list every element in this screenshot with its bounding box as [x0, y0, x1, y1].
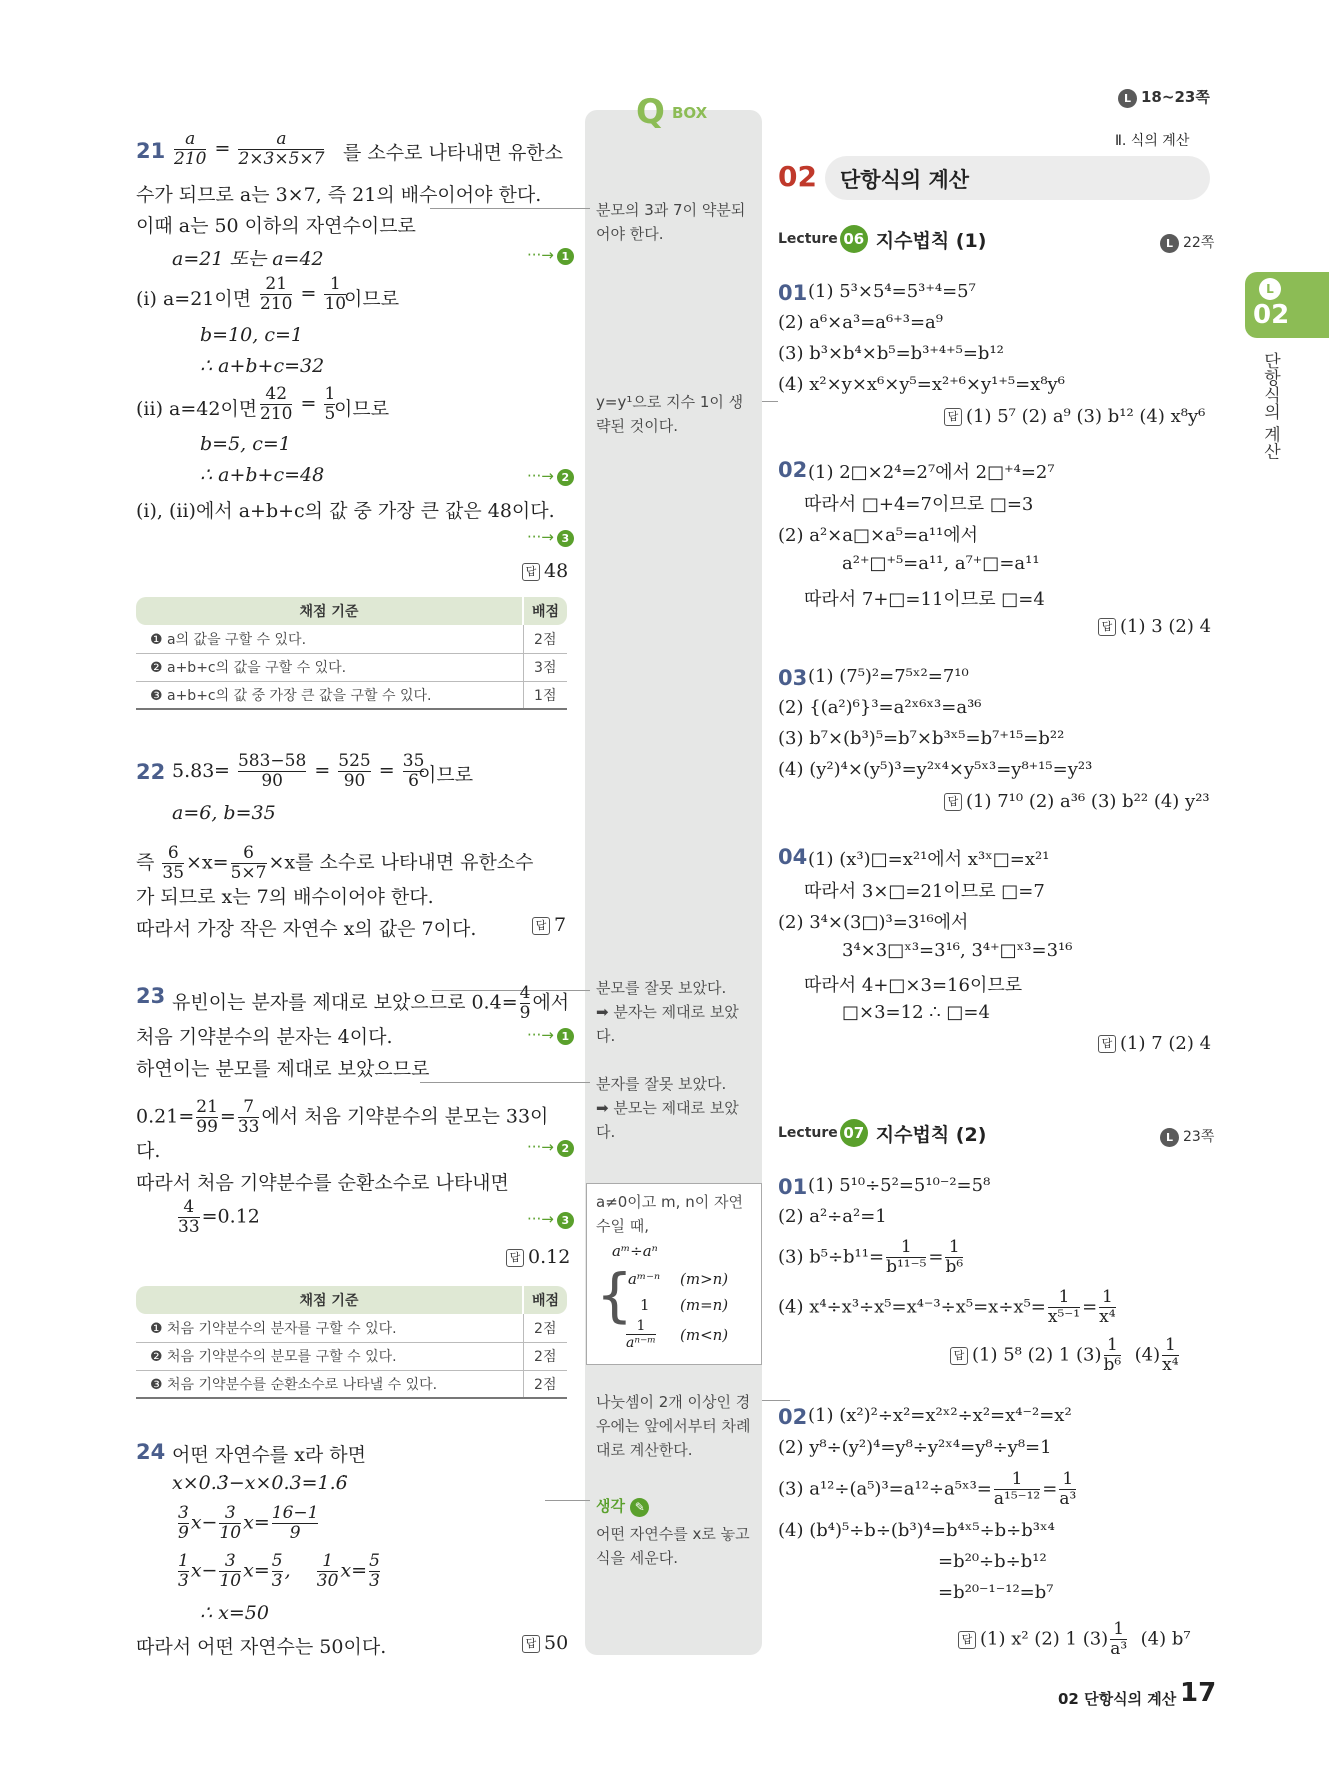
p21-line2: 수가 되므로 a는 3×7, 즉 21의 배수이어야 한다. [136, 184, 542, 206]
fraction: $\frac{1}{\text{a³}}$ [1059, 1469, 1077, 1509]
l07-q01-line2: (2) a²÷a²=1 [778, 1206, 887, 1227]
p21-line4: a=21 또는 a=42 [172, 248, 324, 270]
question-number: 03 [778, 666, 808, 690]
qbox-note-3a: 분모를 잘못 보았다. [596, 979, 727, 997]
chapter-number: 02 [778, 160, 817, 193]
lightbulb-icon: ✎ [630, 1498, 649, 1517]
rule-cond-1: (m>n) [680, 1270, 729, 1288]
fraction: $\frac{1}{\text{b⁶}}$ [1103, 1335, 1122, 1375]
p24-line6: 따라서 어떤 자연수는 50이다. [136, 1636, 387, 1658]
p24-line5: ∴ x=50 [200, 1602, 269, 1624]
table-row: ❶ 처음 기약분수의 분자를 구할 수 있다. 2점 [136, 1314, 567, 1342]
rule-case-1: aᵐ⁻ⁿ [628, 1270, 661, 1288]
answer-icon: 답 [950, 1347, 968, 1365]
qbox-note-4b: ➡ 분모는 제대로 보았다. [596, 1099, 739, 1141]
side-tab-badge: L [1259, 278, 1281, 300]
side-tab [1245, 272, 1329, 338]
section-label: Ⅱ. 식의 계산 [1115, 133, 1190, 149]
l06-q03-line3: (3) b⁷×(b³)⁵=b⁷×b³ˣ⁵=b⁷⁺¹⁵=b²² [778, 728, 1065, 749]
p21-line7: ∴ a+b+c=32 [200, 355, 325, 377]
l06-q02-answer: 답 (1) 3 (2) 4 [1098, 616, 1211, 637]
p22-line3: 즉 $\frac{6}{35}$ ×x= $\frac{6}{5\times 7}$ ×x를 소수로 나타내면 유한소수 [136, 843, 534, 883]
fraction: $\frac{5}{3}$ [271, 1551, 283, 1591]
step-marker-2: ···→ 2 [527, 1138, 574, 1157]
p21-line8: (ii) a=42이면 [136, 398, 258, 420]
lecture-badge-icon: L [1160, 234, 1179, 253]
l06-q03-line4: (4) (y²)⁴×(y⁵)³=y²ˣ⁴×y⁵ˣ³=y⁸⁺¹⁵=y²³ [778, 759, 1093, 780]
fraction: $\frac{1}{3}$ [178, 1551, 189, 1591]
l07-q02-line2: (2) y⁸÷(y²)⁴=y⁸÷y²ˣ⁴=y⁸÷y⁸=1 [778, 1437, 1052, 1458]
l07-q02-line1: (1) (x²)²÷x²=x²ˣ²÷x²=x⁴⁻²=x² [808, 1405, 1072, 1426]
fraction: $\frac{3}{10}$ [219, 1503, 242, 1543]
p23-line5: 다. [136, 1140, 161, 1162]
qbox-note-4a: 분자를 잘못 보았다. [596, 1075, 727, 1093]
rule-brace-icon: { [596, 1261, 633, 1329]
page-range: L 18~23쪽 [1118, 86, 1210, 108]
chapter-title: 단항식의 계산 [840, 168, 970, 192]
l07-q02-line6: =b²⁰⁻¹⁻¹²=b⁷ [938, 1582, 1054, 1603]
p21-line3: 이때 a는 50 이하의 자연수이므로 [136, 215, 416, 237]
table-row: ❸ 처음 기약분수를 순환소수로 나타낼 수 있다. 2점 [136, 1370, 567, 1398]
qbox-note-1: 분모의 3과 7이 약분되어야 한다. [596, 201, 746, 243]
l06-q03-line1: (1) (7⁵)²=7⁵ˣ²=7¹⁰ [808, 666, 969, 687]
l06-q03-answer: 답 (1) 7¹⁰ (2) a³⁶ (3) b²² (4) y²³ [944, 791, 1210, 812]
p23-answer: 답 0.12 [506, 1246, 570, 1268]
qbox-q-icon: Q [636, 92, 665, 132]
scoring-table-2 [136, 1286, 567, 1399]
p21-line8-end: 이므로 [334, 398, 390, 420]
lecture-header-07: Lecture 07 지수법칙 (2) [778, 1119, 986, 1147]
fraction: $\frac{583-58}{90}$ [237, 751, 307, 791]
p21-eq1: $\frac{a}{210}$ = $\frac{a}{2\times 3\times 5\times 7}$ [174, 129, 325, 169]
fraction: $\frac{1}{10}$ [324, 274, 347, 314]
qbox-note-5: a≠0이고 m, n이 자연수일 때, [596, 1193, 743, 1235]
p23-line3: 하연이는 분모를 제대로 보았으므로 [136, 1058, 430, 1080]
fraction: $\frac{1}{\text{x⁴}}$ [1099, 1287, 1116, 1327]
l06-q02-line5: 따라서 7+□=11이므로 □=4 [804, 589, 1045, 610]
rule-case-3: $\frac{1}{\text{aⁿ⁻ᵐ}}$ [626, 1318, 656, 1351]
l06-q04-line4: 3⁴×3□ˣ³=3¹⁶, 3⁴⁺□ˣ³=3¹⁶ [842, 940, 1073, 961]
fraction: $\frac{1}{\text{b¹¹⁻⁵}}$ [886, 1237, 927, 1277]
p23-line1: 유빈이는 분자를 제대로 보았으므로 0.4= $\frac{4}{9}$ 에서 [172, 983, 570, 1023]
l07-q02-line3: (3) a¹²÷(a⁵)³=a¹²÷a⁵ˣ³= $\frac{1}{\text{a¹⁵⁻¹²}}$ = $\frac{1}{\text{a³}}$ [778, 1469, 1077, 1509]
side-tab-number: 02 [1253, 300, 1290, 330]
lecture-badge-icon: L [1160, 1128, 1179, 1147]
p21-line11: (i), (ii)에서 a+b+c의 값 중 가장 큰 값은 48이다. [136, 500, 555, 522]
fraction: $\frac{1}{\text{a¹⁵⁻¹²}}$ [993, 1469, 1041, 1509]
table-header: 채점 기준 [136, 1286, 523, 1314]
rule-case-2: 1 [640, 1296, 650, 1314]
qbox-logo: BOX [672, 104, 708, 122]
p21-line9: b=5, c=1 [200, 433, 291, 455]
qbox-note-3b: ➡ 분자는 제대로 보았다. [596, 1003, 739, 1045]
step-marker-1: ···→ 1 [527, 246, 574, 265]
l07-q02-line4: (4) (b⁴)⁵÷b÷(b³)⁴=b⁴ˣ⁵÷b÷b³ˣ⁴ [778, 1520, 1055, 1541]
fraction: $\frac{35}{6}$ [402, 751, 425, 791]
p21-line5-end: 이므로 [344, 288, 400, 310]
p23-line2: 처음 기약분수의 분자는 4이다. [136, 1026, 393, 1048]
p22-line5: 따라서 가장 작은 자연수 x의 값은 7이다. [136, 918, 477, 940]
answer-icon: 답 [506, 1249, 524, 1267]
question-number: 02 [778, 1405, 808, 1429]
p22-line2: a=6, b=35 [172, 802, 276, 824]
l06-q03-line2: (2) {(a²)⁶}³=a²ˣ⁶ˣ³=a³⁶ [778, 697, 982, 718]
p22-answer: 답 7 [532, 914, 566, 936]
fraction: $\frac{4}{33}$ [178, 1197, 200, 1237]
l06-q02-line2: 따라서 □+4=7이므로 □=3 [804, 494, 1034, 515]
l06-q02-line1: (1) 2□×2⁴=2⁷에서 2□⁺⁴=2⁷ [808, 462, 1055, 483]
l07-q01-line1: (1) 5¹⁰÷5²=5¹⁰⁻²=5⁸ [808, 1175, 991, 1196]
p22-line4: 가 되므로 x는 7의 배수이어야 한다. [136, 886, 434, 908]
fraction: $\frac{6}{5\times 7}$ [230, 843, 267, 883]
l07-q01-line4: (4) x⁴÷x³÷x⁵=x⁴⁻³÷x⁵=x÷x⁵= $\frac{1}{\text{x⁵⁻¹}}$ = $\frac{1}{\text{x⁴}}$ [778, 1287, 1116, 1327]
l07-q02-line5: =b²⁰÷b÷b¹² [938, 1551, 1047, 1572]
step-marker-3: ···→ 3 [527, 528, 574, 547]
side-tab-text: 단항식의 계산 [1260, 352, 1280, 460]
p21-eq3: $\frac{42}{210}$ = $\frac{1}{5}$ [260, 384, 336, 424]
fraction: $\frac{525}{90}$ [338, 751, 371, 791]
step-marker-2: ···→ 2 [527, 467, 574, 486]
p24-line1: 어떤 자연수를 x라 하면 [172, 1444, 367, 1466]
lecture-page-ref: L 22쪽 [1160, 232, 1214, 253]
table-header: 배점 [523, 597, 567, 625]
fraction: $\frac{3}{10}$ [219, 1551, 242, 1591]
connector-line [545, 1500, 590, 1501]
problem-number: 24 [136, 1440, 166, 1464]
l06-q04-line1: (1) (x³)□=x²¹에서 x³ˣ□=x²¹ [808, 849, 1050, 870]
answer-icon: 답 [522, 1635, 540, 1653]
answer-icon: 답 [532, 917, 550, 935]
fraction: $\frac{a}{210}$ [174, 129, 207, 169]
question-number: 01 [778, 281, 808, 305]
fraction: $\frac{1}{\text{x⁵⁻¹}}$ [1047, 1287, 1081, 1327]
fraction: $\frac{1}{5}$ [324, 384, 336, 424]
answer-icon: 답 [944, 793, 962, 811]
lecture-page-ref: L 23쪽 [1160, 1126, 1214, 1147]
l07-q02-answer: 답 (1) x² (2) 1 (3) $\frac{1}{\text{a³}}$ (4) b⁷ [958, 1620, 1191, 1659]
p23-line7: $\frac{4}{33}$ =0.12 [178, 1197, 260, 1237]
l06-q04-line3: (2) 3⁴×(3□)³=3¹⁶에서 [778, 912, 969, 933]
l06-q04-line5: 따라서 4+□×3=16이므로 [804, 975, 1023, 996]
p22-eq1: = $\frac{583-58}{90}$ = $\frac{525}{90}$ = $\frac{35}{6}$ [214, 751, 425, 791]
lecture-number-badge: 06 [840, 225, 868, 253]
l07-q01-line3: (3) b⁵÷b¹¹= $\frac{1}{\text{b¹¹⁻⁵}}$ = $\frac{1}{\text{b⁶}}$ [778, 1237, 964, 1277]
l06-q01-line3: (3) b³×b⁴×b⁵=b³⁺⁴⁺⁵=b¹² [778, 343, 1004, 364]
rule-cond-3: (m<n) [680, 1326, 729, 1344]
problem-number: 21 [136, 139, 166, 163]
l07-q01-answer: 답 (1) 5⁸ (2) 1 (3) $\frac{1}{\text{b⁶}}$ (4) $\frac{1}{\text{x⁴}}$ [950, 1336, 1181, 1375]
p22-line1: 5.83 [172, 760, 215, 782]
p21-line6: b=10, c=1 [200, 324, 303, 346]
fraction: $\frac{1}{\text{b⁶}}$ [945, 1237, 964, 1277]
answer-icon: 답 [958, 1631, 976, 1649]
p21-answer: 답 48 [522, 560, 568, 582]
fraction: $\frac{21}{99}$ [196, 1097, 218, 1137]
question-number: 04 [778, 845, 808, 869]
fraction: $\frac{21}{210}$ [260, 274, 293, 314]
connector-line [762, 401, 778, 402]
answer-icon: 답 [944, 408, 962, 426]
connector-line [762, 1400, 790, 1401]
answer-icon: 답 [1098, 1035, 1116, 1053]
scoring-table-1 [136, 597, 567, 710]
fraction: $\frac{7}{33}$ [237, 1097, 260, 1137]
p21-line5: (i) a=21이면 [136, 288, 252, 310]
p24-line2: x×0.3̇−x×0.3=1.6̇ [172, 1472, 348, 1494]
p21-line1: 를 소수로 나타내면 유한소 [343, 142, 564, 164]
l06-q01-line1: (1) 5³×5⁴=5³⁺⁴=5⁷ [808, 281, 976, 302]
fraction: $\frac{16-1}{9}$ [271, 1503, 319, 1543]
table-header: 배점 [523, 1286, 567, 1314]
fraction: $\frac{42}{210}$ [260, 384, 293, 424]
l06-q04-line2: 따라서 3×□=21이므로 □=7 [804, 881, 1045, 902]
lecture-number-badge: 07 [840, 1119, 868, 1147]
table-row: ❶ a의 값을 구할 수 있다. 2점 [136, 625, 567, 653]
qbox-note-7: 어떤 자연수를 x로 놓고 식을 세운다. [596, 1525, 750, 1567]
l06-q04-line6: □×3=12 ∴ □=4 [842, 1002, 990, 1023]
footer-label: 02 단항식의 계산 [1058, 1690, 1177, 1708]
p21-line10: ∴ a+b+c=48 [200, 464, 325, 486]
fraction: $\frac{1}{30}$ [316, 1551, 339, 1591]
step-marker-3: ···→ 3 [527, 1210, 574, 1229]
table-row: ❷ 처음 기약분수의 분모를 구할 수 있다. 2점 [136, 1342, 567, 1370]
rule-expression: aᵐ÷aⁿ [612, 1242, 658, 1260]
qbox-think-label: 생각 ✎ [596, 1494, 756, 1518]
lecture-header-06: Lecture 06 지수법칙 (1) [778, 225, 986, 253]
qbox-note-6: 나눗셈이 2개 이상인 경우에는 앞에서부터 차례대로 계산한다. [596, 1393, 751, 1459]
p24-line3: $\frac{3}{9}$ x− $\frac{3}{10}$ x= $\frac{16-1}{9}$ [178, 1503, 319, 1543]
rule-cond-2: (m=n) [680, 1296, 729, 1314]
table-row: ❷ a+b+c의 값을 구할 수 있다. 3점 [136, 653, 567, 681]
fraction: $\frac{6}{35}$ [162, 843, 185, 883]
l06-q02-line4: a²⁺□⁺⁵=a¹¹, a⁷⁺□=a¹¹ [842, 553, 1040, 574]
p23-line4: 0.21= $\frac{21}{99}$ = $\frac{7}{33}$ 에서 처음 기약분수의 분모는 33이 [136, 1097, 549, 1137]
page-number: 17 [1180, 1678, 1217, 1708]
answer-icon: 답 [1098, 618, 1116, 636]
answer-icon: 답 [522, 563, 540, 581]
step-marker-1: ···→ 1 [527, 1026, 574, 1045]
problem-number: 23 [136, 984, 166, 1008]
p24-line4: $\frac{1}{3}$ x− $\frac{3}{10}$ x= $\frac{5}{3}$ , $\frac{1}{30}$ x= $\frac{5}{3}$ [178, 1551, 380, 1591]
fraction: $\frac{1}{\text{a³}}$ [1110, 1619, 1128, 1659]
p23-line6: 따라서 처음 기약분수를 순환소수로 나타내면 [136, 1172, 509, 1194]
lecture-badge-icon: L [1118, 89, 1137, 108]
p24-answer: 답 50 [522, 1632, 568, 1654]
l06-q04-answer: 답 (1) 7 (2) 4 [1098, 1033, 1211, 1054]
fraction: $\frac{4}{9}$ [519, 983, 531, 1023]
l06-q01-line2: (2) a⁶×a³=a⁶⁺³=a⁹ [778, 312, 943, 333]
question-number: 02 [778, 458, 808, 482]
problem-number: 22 [136, 760, 166, 784]
fraction: $\frac{5}{3}$ [369, 1551, 380, 1591]
fraction: $\frac{3}{9}$ [178, 1503, 189, 1543]
qbox-note-2: y=y¹으로 지수 1이 생략된 것이다. [596, 393, 744, 435]
p22-line1-end: 이므로 [418, 764, 474, 786]
question-number: 01 [778, 1175, 808, 1199]
connector-line [430, 208, 590, 209]
l06-q01-line4: (4) x²×y×x⁶×y⁵=x²⁺⁶×y¹⁺⁵=x⁸y⁶ [778, 374, 1065, 395]
l06-q02-line3: (2) a²×a□×a⁵=a¹¹에서 [778, 525, 979, 546]
p21-eq2: $\frac{21}{210}$ = $\frac{1}{10}$ [260, 274, 347, 314]
connector-line [420, 1082, 590, 1083]
fraction: $\frac{a}{2\times 3\times 5\times 7}$ [238, 129, 325, 169]
table-row: ❸ a+b+c의 값 중 가장 큰 값을 구할 수 있다. 1점 [136, 681, 567, 709]
table-header: 채점 기준 [136, 597, 523, 625]
fraction: $\frac{1}{\text{x⁴}}$ [1162, 1335, 1179, 1375]
l06-q01-answer: 답 (1) 5⁷ (2) a⁹ (3) b¹² (4) x⁸y⁶ [944, 406, 1205, 427]
